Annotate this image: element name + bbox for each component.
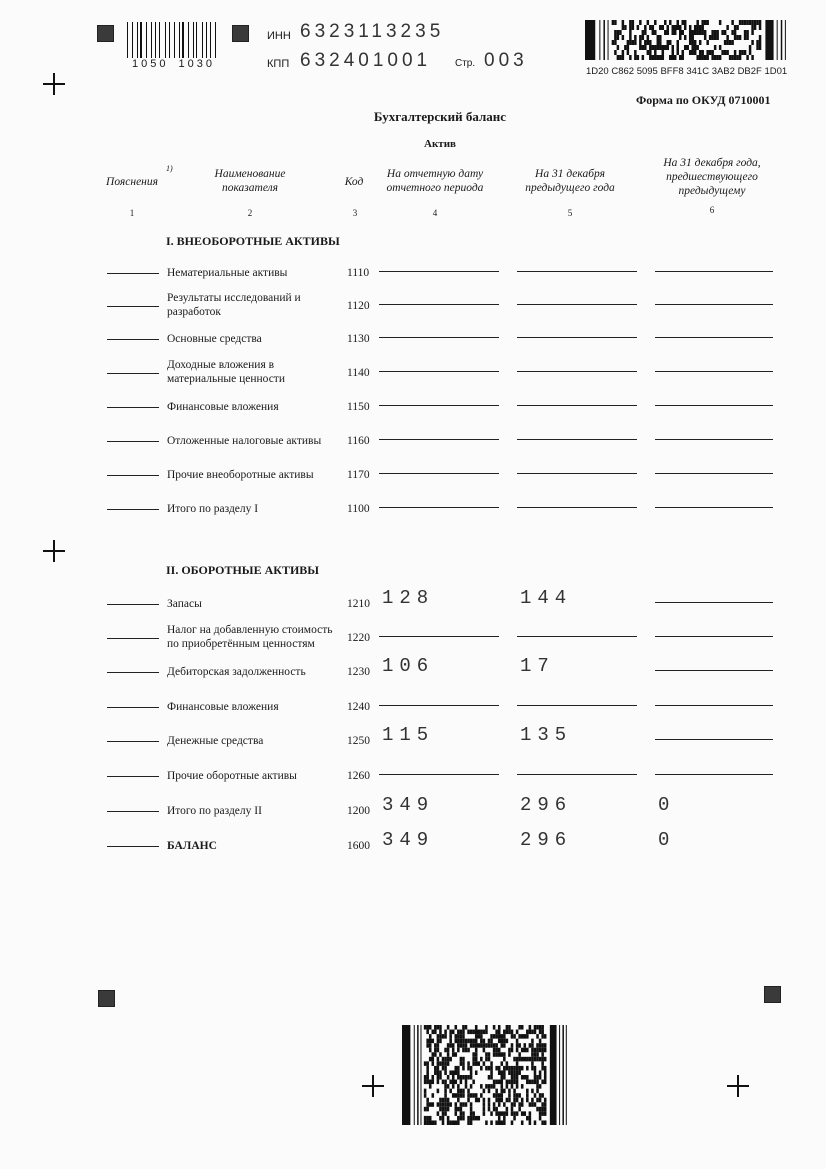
value-v5: 17 [520,655,555,677]
value-v4: 115 [382,724,435,746]
explanation-field[interactable] [107,741,159,742]
row-name: Основные средства [167,333,262,345]
row-code: 1170 [347,469,370,481]
column-number-4: 4 [432,208,438,218]
explanation-field[interactable] [107,672,159,673]
value-v5: 296 [520,829,573,851]
kpp-value: 632401001 [300,50,432,71]
column-header-year-before-previous: На 31 декабря года, предшествующего предыдущему [663,157,761,197]
value-v4: 349 [382,794,435,816]
explanation-field[interactable] [107,441,159,442]
row-code: 1210 [347,598,370,610]
value-v5: 135 [520,724,573,746]
row-name: Нематериальные активы [167,267,288,279]
row-name: Результаты исследований и разработок [167,292,301,318]
registration-marker-bottom-right [764,986,781,1003]
column-header-previous-year: На 31 декабря предыдущего года [525,168,615,194]
row-name: Итого по разделу II [167,805,262,817]
empty-value-v6[interactable] [655,670,773,671]
column-number-2: 2 [247,208,253,218]
empty-value-v4[interactable] [379,507,499,508]
page-label: Стр. [455,58,476,69]
inn-label: ИНН [267,30,291,42]
row-name: Дебиторская задолженность [167,666,306,678]
empty-value-v6[interactable] [655,304,773,305]
linear-barcode-text: 1050 1030 [132,58,215,70]
empty-value-v6[interactable] [655,774,773,775]
explanation-field[interactable] [107,811,159,812]
empty-value-v5[interactable] [517,705,637,706]
empty-value-v4[interactable] [379,473,499,474]
registration-marker-top-left [97,25,114,42]
registration-marker-top-mid [232,25,249,42]
empty-value-v6[interactable] [655,271,773,272]
empty-value-v6[interactable] [655,405,773,406]
explanation-field[interactable] [107,509,159,510]
empty-value-v4[interactable] [379,636,499,637]
empty-value-v6[interactable] [655,473,773,474]
empty-value-v4[interactable] [379,705,499,706]
row-code: 1230 [347,666,370,678]
column-number-5: 5 [567,208,573,218]
empty-value-v6[interactable] [655,337,773,338]
row-code: 1220 [347,632,370,644]
empty-value-v4[interactable] [379,439,499,440]
column-header-indicator: Наименование показателя [214,168,286,194]
explanation-field[interactable] [107,407,159,408]
pdf417-barcode-bottom [402,1025,570,1125]
row-code: 1250 [347,735,370,747]
inn-value: 6323113235 [300,21,445,42]
document-title: Бухгалтерский баланс [373,109,507,124]
row-code: 1120 [347,300,370,312]
row-name: Отложенные налоговые активы [167,435,322,447]
crosshair-mark-bottom-left [362,1075,384,1097]
empty-value-v5[interactable] [517,473,637,474]
value-v5: 144 [520,587,573,609]
linear-barcode [127,22,217,58]
row-name: БАЛАНС [167,840,217,852]
empty-value-v5[interactable] [517,337,637,338]
empty-value-v4[interactable] [379,271,499,272]
pdf417-code-text: 1D20 C862 5095 BFF8 341C 3AB2 DB2F 1D01 [586,66,788,77]
empty-value-v5[interactable] [517,371,637,372]
empty-value-v6[interactable] [655,507,773,508]
explanation-field[interactable] [107,273,159,274]
empty-value-v5[interactable] [517,507,637,508]
empty-value-v4[interactable] [379,337,499,338]
crosshair-mark-top-left [43,73,65,95]
section-title: II. ОБОРОТНЫЕ АКТИВЫ [166,563,320,577]
column-header-current-period: На отчетную дату отчетного периода [386,168,484,194]
value-v4: 349 [382,829,435,851]
footnote-mark: 1) [166,164,173,173]
row-name: Запасы [167,598,202,610]
row-code: 1160 [347,435,370,447]
row-code: 1110 [347,267,370,279]
empty-value-v6[interactable] [655,371,773,372]
row-code: 1130 [347,333,370,345]
explanation-field[interactable] [107,707,159,708]
empty-value-v4[interactable] [379,304,499,305]
document-subtitle: Актив [424,138,456,150]
row-name: Прочие оборотные активы [167,770,297,782]
empty-value-v5[interactable] [517,271,637,272]
value-v4: 128 [382,587,435,609]
empty-value-v4[interactable] [379,774,499,775]
empty-value-v4[interactable] [379,405,499,406]
row-name: Денежные средства [167,735,264,747]
registration-marker-bottom-left [98,990,115,1007]
empty-value-v4[interactable] [379,371,499,372]
column-number-1: 1 [129,208,135,218]
column-number-6: 6 [709,205,715,215]
empty-value-v5[interactable] [517,774,637,775]
explanation-field[interactable] [107,604,159,605]
row-code: 1200 [347,805,370,817]
column-header-explanations [100,175,164,189]
explanation-field[interactable] [107,846,159,847]
column-header-label: Пояснения [106,176,158,188]
row-code: 1600 [347,840,370,852]
empty-value-v5[interactable] [517,405,637,406]
row-name: Финансовые вложения [167,701,279,713]
row-code: 1100 [347,503,370,515]
pdf417-barcode-top [585,20,790,60]
explanation-field[interactable] [107,475,159,476]
empty-value-v5[interactable] [517,304,637,305]
column-header-code: Код [344,176,364,188]
row-name: Доходные вложения в материальные ценности [167,359,285,385]
value-v6: 0 [658,794,676,816]
kpp-label: КПП [267,58,290,70]
explanation-field[interactable] [107,306,159,307]
empty-value-v6[interactable] [655,739,773,740]
explanation-field[interactable] [107,638,159,639]
row-name: Налог на добавленную стоимость по приобретённым ценностям [167,624,333,650]
value-v6: 0 [658,829,676,851]
page-number: 003 [484,50,528,71]
column-number-3: 3 [352,208,358,218]
section-title: I. ВНЕОБОРОТНЫЕ АКТИВЫ [166,234,340,248]
row-name: Финансовые вложения [167,401,279,413]
empty-value-v6[interactable] [655,602,773,603]
row-code: 1150 [347,401,370,413]
row-code: 1260 [347,770,370,782]
row-name: Итого по разделу I [167,503,259,515]
explanation-field[interactable] [107,339,159,340]
empty-value-v6[interactable] [655,636,773,637]
crosshair-mark-bottom-right [727,1075,749,1097]
crosshair-mark-mid-left [43,540,65,562]
explanation-field[interactable] [107,776,159,777]
empty-value-v5[interactable] [517,439,637,440]
okud-form-label: Форма по ОКУД 0710001 [636,93,771,107]
row-name: Прочие внеоборотные активы [167,469,314,481]
row-code: 1140 [347,367,370,379]
value-v4: 106 [382,655,435,677]
empty-value-v6[interactable] [655,705,773,706]
explanation-field[interactable] [107,373,159,374]
value-v5: 296 [520,794,573,816]
row-code: 1240 [347,701,370,713]
empty-value-v5[interactable] [517,636,637,637]
empty-value-v6[interactable] [655,439,773,440]
